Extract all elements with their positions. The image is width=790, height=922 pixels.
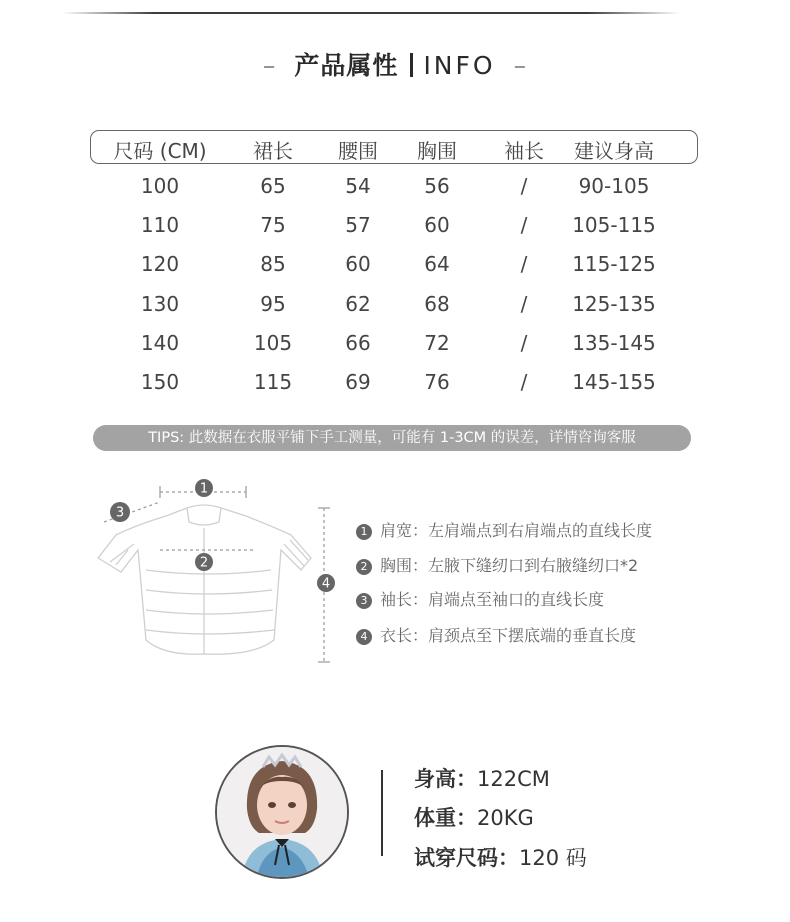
- model-avatar: [215, 745, 349, 879]
- table-cell-height: 115-125: [572, 252, 656, 276]
- table-cell-waist: 69: [345, 370, 371, 394]
- legend-text: 胸围：左腋下缝纫口到右腋缝纫口*2: [380, 556, 639, 575]
- table-cell-chest: 68: [424, 292, 450, 316]
- legend-text: 肩宽：左肩端点到右肩端点的直线长度: [380, 521, 653, 540]
- table-cell-height: 90-105: [578, 174, 650, 198]
- marker-1: [195, 479, 213, 497]
- title-chinese: 产品属性: [294, 51, 399, 80]
- table-cell-sleeve: /: [520, 331, 528, 355]
- table-cell-chest: 60: [424, 213, 450, 237]
- table-cell-waist: 60: [345, 252, 371, 276]
- legend-item-length: [356, 623, 636, 646]
- marker-4: [317, 574, 335, 592]
- table-cell-waist: 57: [345, 213, 371, 237]
- legend-badge: 4: [356, 629, 372, 645]
- legend-item-sleeve: [356, 587, 604, 610]
- column-header-sleeve: 袖长: [504, 139, 544, 163]
- table-cell-chest: 72: [424, 331, 450, 355]
- table-cell-size: 100: [140, 174, 180, 198]
- column-header-waist: 腰围: [338, 139, 378, 163]
- table-cell-size: 140: [140, 331, 180, 355]
- column-header-chest: 胸围: [417, 139, 457, 163]
- table-cell-length: 65: [260, 174, 286, 198]
- model-size-label: 试穿尺码：: [414, 846, 519, 870]
- legend-text: 袖长：肩端点至袖口的直线长度: [380, 590, 605, 609]
- table-cell-length: 105: [253, 331, 293, 355]
- table-cell-size: 130: [140, 292, 180, 316]
- column-header-length: 裙长: [253, 139, 293, 163]
- table-cell-size: 120: [140, 252, 180, 276]
- legend-badge: 3: [356, 593, 372, 609]
- table-cell-sleeve: /: [520, 174, 528, 198]
- model-height-value: 122CM: [477, 767, 550, 791]
- title-english: INFO: [423, 51, 496, 80]
- legend-badge: 2: [356, 559, 372, 575]
- table-cell-waist: 66: [345, 331, 371, 355]
- table-cell-sleeve: /: [520, 252, 528, 276]
- title-separator: [410, 53, 413, 77]
- model-trial-size: [414, 842, 587, 872]
- svg-text:3: 3: [115, 505, 125, 521]
- legend-item-shoulder: [356, 518, 652, 541]
- table-cell-size: 150: [140, 370, 180, 394]
- table-cell-chest: 64: [424, 252, 450, 276]
- table-cell-length: 95: [260, 292, 286, 316]
- jacket-outline: [98, 505, 311, 654]
- table-cell-height: 125-135: [572, 292, 656, 316]
- marker-2: [195, 553, 213, 571]
- garment-measure-diagram: [76, 470, 346, 670]
- model-weight-value: 20KG: [477, 806, 534, 830]
- table-cell-sleeve: /: [520, 370, 528, 394]
- model-size-value: 120 码: [519, 846, 587, 870]
- table-cell-length: 85: [260, 252, 286, 276]
- svg-text:1: 1: [199, 481, 209, 497]
- tips-banner: TIPS: 此数据在衣服平铺下手工测量，可能有 1-3CM 的误差，详情咨询客服: [93, 425, 691, 451]
- legend-badge: 1: [356, 524, 372, 540]
- legend-item-chest: [356, 553, 638, 576]
- table-cell-length: 75: [260, 213, 286, 237]
- table-cell-length: 115: [253, 370, 293, 394]
- model-height: [414, 763, 550, 793]
- table-cell-chest: 76: [424, 370, 450, 394]
- model-weight: [414, 802, 534, 832]
- table-cell-waist: 62: [345, 292, 371, 316]
- table-cell-chest: 56: [424, 174, 450, 198]
- column-header-size: 尺码 (CM): [113, 139, 207, 163]
- top-divider-line: [62, 12, 680, 14]
- title-dash-left: –: [262, 51, 277, 80]
- column-header-height: 建议身高: [574, 139, 654, 163]
- table-cell-sleeve: /: [520, 213, 528, 237]
- marker-3: [110, 502, 130, 522]
- table-cell-size: 110: [140, 213, 180, 237]
- measure-lines: [104, 492, 324, 662]
- svg-text:4: 4: [321, 576, 331, 592]
- table-cell-waist: 54: [345, 174, 371, 198]
- table-cell-height: 145-155: [572, 370, 656, 394]
- table-cell-height: 105-115: [572, 213, 656, 237]
- section-title: [0, 46, 790, 82]
- legend-text: 衣长：肩颈点至下摆底端的垂直长度: [380, 626, 637, 645]
- table-cell-sleeve: /: [520, 292, 528, 316]
- table-cell-height: 135-145: [572, 331, 656, 355]
- model-height-label: 身高：: [414, 767, 477, 791]
- model-weight-label: 体重：: [414, 806, 477, 830]
- model-info-divider: [381, 770, 383, 856]
- model-photo-illustration: [217, 747, 347, 877]
- svg-text:2: 2: [199, 555, 209, 571]
- title-dash-right: –: [513, 51, 528, 80]
